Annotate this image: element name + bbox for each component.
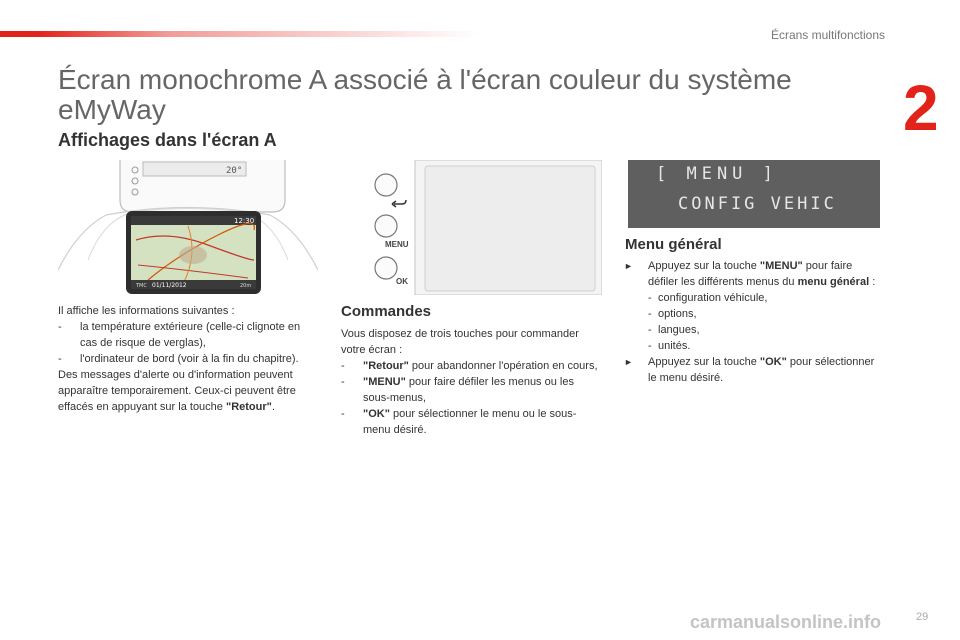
list-item: - la température extérieure (celle-ci clignote en cas de risque de verglas), — [58, 321, 301, 349]
lcd-menu-line: [ MENU ] — [656, 164, 778, 184]
page-number: 29 — [916, 611, 929, 623]
dash-marker: - — [341, 408, 345, 420]
chapter-number: 2 — [903, 72, 939, 144]
list-item: - l'ordinateur de bord (voir à la fin du chapitre). — [58, 353, 299, 365]
list-item: - unités. — [648, 340, 691, 352]
alert-paragraph: Des messages d'alerte ou d'information peuvent apparaître temporairement. Ceux-ci peuvent être effacés en appuyant sur la touche "Retour". — [58, 369, 296, 413]
section-name: Écrans multifonctions — [770, 28, 885, 42]
list-item: ► Appuyez sur la touche "MENU" pour faire défiler les différents menus du menu général : — [624, 260, 876, 288]
bullet-arrow-icon: ► — [624, 261, 633, 271]
temp-readout: 20° — [226, 166, 243, 176]
bullet-arrow-icon: ► — [624, 357, 633, 367]
list-item: ► Appuyez sur la touche "OK" pour sélectionner le menu désiré. — [624, 356, 875, 384]
column-1-text — [58, 303, 320, 415]
menu-button-label: MENU — [385, 240, 409, 249]
monochrome-display — [628, 160, 880, 228]
dash-marker: - — [648, 292, 652, 304]
page-title: Écran monochrome A associé à l'écran couleur du système eMyWay — [58, 64, 792, 125]
list-item: - configuration véhicule, — [648, 292, 768, 304]
intro-text: Il affiche les informations suivantes : — [58, 305, 235, 317]
ok-button-label: OK — [396, 277, 408, 286]
ok-button-graphic — [375, 257, 397, 279]
commands-heading: Commandes — [341, 303, 432, 320]
menu-button-graphic — [375, 215, 397, 237]
watermark: carmanualsonline.info — [690, 612, 882, 632]
list-item: - "OK" pour sélectionner le menu ou le sous-menu désiré. — [341, 408, 577, 436]
header-accent-bar — [0, 31, 480, 37]
list-item: - "MENU" pour faire défiler les menus ou les sous-menus, — [341, 376, 574, 404]
lcd-config-line: CONFIG VEHIC — [678, 194, 837, 214]
clock-readout: 12:30 — [234, 217, 255, 225]
date-readout: 01/11/2012 — [152, 282, 187, 289]
list-item: - options, — [648, 308, 697, 320]
back-button-graphic — [375, 174, 397, 196]
dashboard-screen-illustration — [58, 160, 318, 295]
map-info: TMC — [136, 283, 147, 289]
dash-marker: - — [341, 376, 345, 388]
column-3-text — [624, 258, 882, 386]
list-item: - langues, — [648, 324, 700, 336]
scale-readout: 20m — [240, 283, 252, 289]
dash-marker: - — [341, 360, 345, 372]
dash-marker: - — [58, 321, 62, 333]
dash-marker: - — [58, 353, 62, 365]
intro-text: Vous disposez de trois touches pour commander votre écran : — [341, 328, 579, 356]
general-menu-heading: Menu général — [625, 236, 722, 253]
list-item: - "Retour" pour abandonner l'opération en cours, — [341, 360, 598, 372]
dash-marker: - — [648, 308, 652, 320]
dash-marker: - — [648, 340, 652, 352]
column-2-text — [341, 326, 603, 438]
control-buttons-illustration — [340, 160, 602, 295]
dash-marker: - — [648, 324, 652, 336]
section-subtitle: Affichages dans l'écran A — [58, 130, 277, 150]
